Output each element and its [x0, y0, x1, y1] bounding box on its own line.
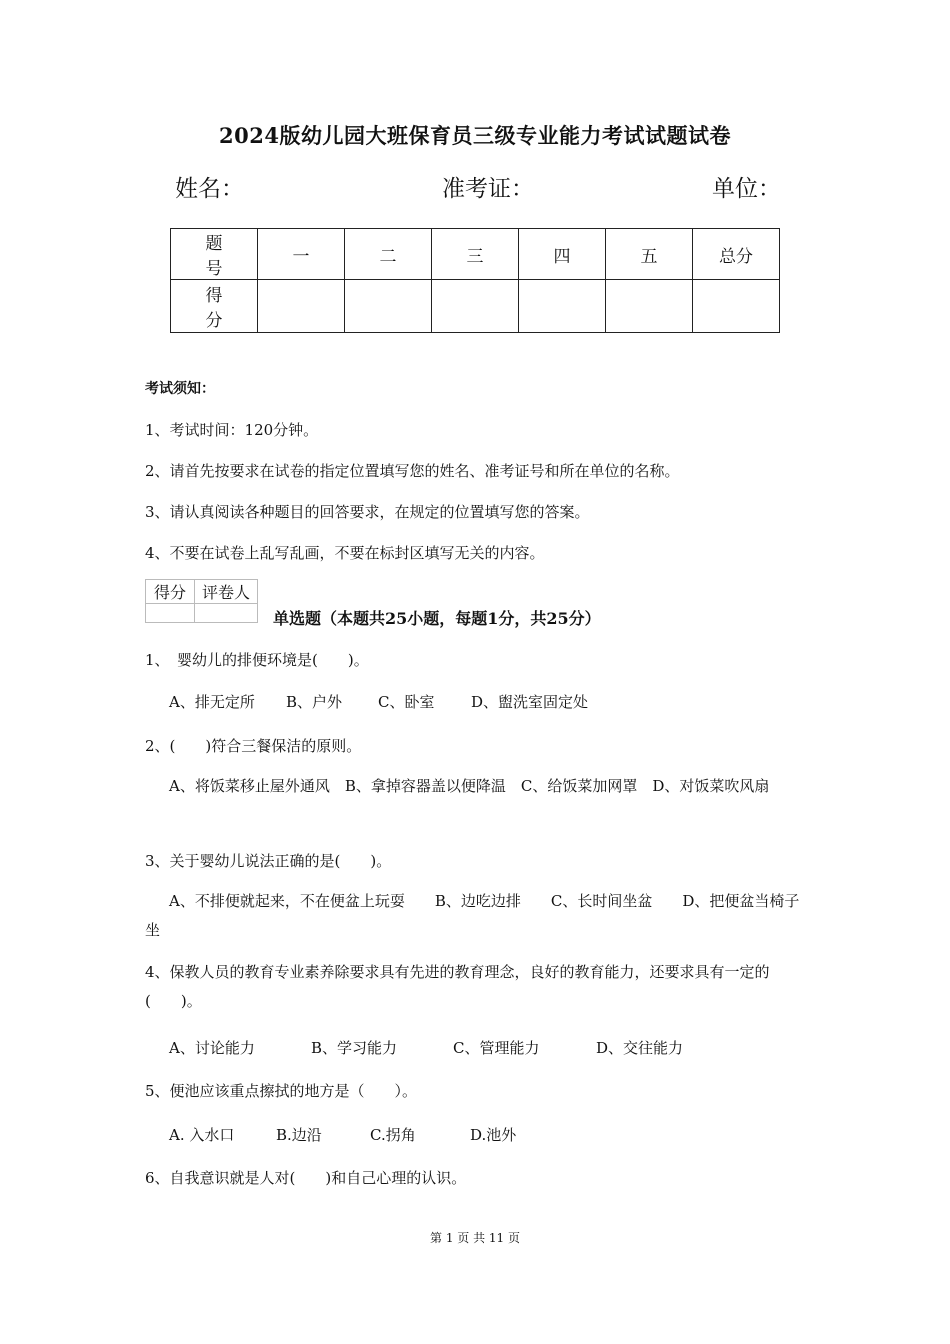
question-4-option-d[interactable]: D、交往能力 [596, 1039, 684, 1057]
grader-reviewer-label: 评卷人 [195, 580, 258, 604]
question-5-option-c[interactable]: C.拐角 [370, 1126, 416, 1144]
question-3-stem: 3、关于婴幼儿说法正确的是( )。 [145, 852, 392, 870]
section-title: 单选题（本题共25小题，每题1分，共25分） [273, 609, 601, 628]
notice-item-1: 1、考试时间：120分钟。 [145, 421, 319, 439]
question-6-stem: 6、自我意识就是人对( )和自己心理的认识。 [145, 1169, 467, 1187]
score-table-score-label: 得 分 [171, 280, 258, 333]
notice-item-2: 2、请首先按要求在试卷的指定位置填写您的姓名、准考证号和所在单位的名称。 [145, 462, 680, 480]
score-cell-1[interactable] [258, 280, 345, 333]
question-1-stem: 1、 婴幼儿的排便环境是( )。 [145, 651, 369, 669]
score-table-header-1: 一 [258, 229, 345, 280]
score-table-header-5: 五 [606, 229, 693, 280]
score-cell-5[interactable] [606, 280, 693, 333]
score-cell-2[interactable] [345, 280, 432, 333]
score-cell-total[interactable] [693, 280, 780, 333]
notice-item-4: 4、不要在试卷上乱写乱画，不要在标封区填写无关的内容。 [145, 544, 545, 562]
notice-item-3: 3、请认真阅读各种题目的回答要求，在规定的位置填写您的答案。 [145, 503, 590, 521]
score-cell-4[interactable] [519, 280, 606, 333]
question-1-option-b[interactable]: B、户外 [286, 693, 343, 711]
question-3-options: A、不排便就起来，不在便盆上玩耍 B、边吃边排 C、长时间坐盆 D、把便盆当椅子坐 [145, 892, 800, 939]
score-table-header-4: 四 [519, 229, 606, 280]
question-2-stem: 2、( )符合三餐保洁的原则。 [145, 737, 362, 755]
score-table-header-total: 总分 [693, 229, 780, 280]
question-4-option-a[interactable]: A、讨论能力 [169, 1039, 255, 1057]
grader-reviewer-cell[interactable] [195, 604, 258, 623]
exam-id-field-label: 准考证： [442, 176, 534, 202]
score-table-header-row [171, 229, 780, 280]
notice-heading: 考试须知： [145, 381, 215, 397]
question-4-stem: 4、保教人员的教育专业素养除要求具有先进的教育理念，良好的教育能力，还要求具有一定的( )。 [145, 963, 770, 1010]
question-1-option-d[interactable]: D、盥洗室固定处 [471, 693, 589, 711]
question-5-option-a[interactable]: A. 入水口 [169, 1126, 235, 1144]
question-1-option-a[interactable]: A、排无定所 [169, 693, 255, 711]
score-table-score-row [171, 280, 780, 333]
score-cell-3[interactable] [432, 280, 519, 333]
exam-title: 2024版幼儿园大班保育员三级专业能力考试试题试卷 [219, 123, 731, 148]
question-1-option-c[interactable]: C、卧室 [378, 693, 435, 711]
grader-score-cell[interactable] [146, 604, 195, 623]
score-table-header-3: 三 [432, 229, 519, 280]
score-table-header-label: 题 号 [171, 229, 258, 280]
question-5-option-b[interactable]: B.边沿 [276, 1126, 322, 1144]
question-2-options: A、将饭菜移止屋外通风 B、拿掉容器盖以便降温 C、给饭菜加网罩 D、对饭菜吹风扇 [169, 777, 770, 795]
question-4-option-b[interactable]: B、学习能力 [311, 1039, 398, 1057]
score-table [170, 228, 780, 333]
unit-field-label: 单位： [712, 176, 781, 202]
name-field-label: 姓名： [175, 176, 244, 202]
question-5-option-d[interactable]: D.池外 [470, 1126, 517, 1144]
grader-box [145, 579, 258, 623]
page-footer: 第 1 页 共 11 页 [430, 1231, 520, 1245]
question-4-option-c[interactable]: C、管理能力 [453, 1039, 540, 1057]
score-table-header-2: 二 [345, 229, 432, 280]
grader-score-label: 得分 [146, 580, 195, 604]
question-5-stem: 5、便池应该重点擦拭的地方是（ ）。 [145, 1082, 418, 1100]
